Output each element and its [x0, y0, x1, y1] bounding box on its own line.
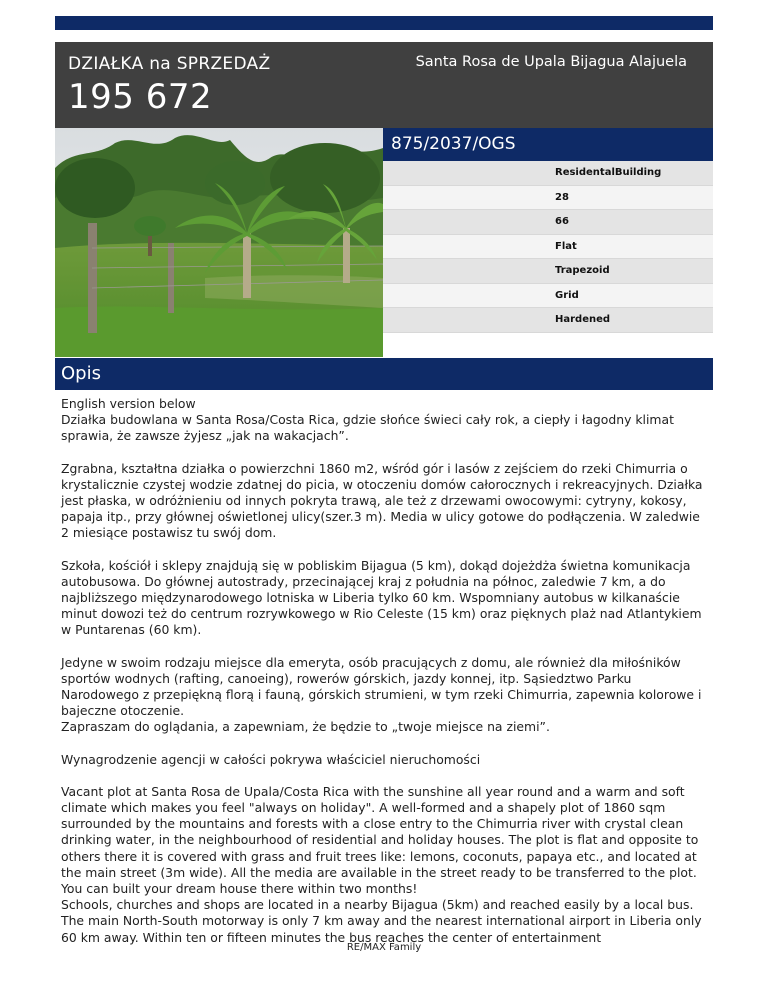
- description-paragraph: English version below Działka budowlana w Santa Rosa/Costa Rica, gdzie słońce świeci cały rok, a ciepły i łagodny klimat sprawia, że zawsze żyjesz „jak na wakacjach”.: [61, 396, 674, 444]
- listing-code-bar: [383, 128, 713, 161]
- spec-row: [383, 161, 713, 186]
- footer-agency: RE/MAX Family: [346, 942, 422, 953]
- description-heading: Opis: [61, 363, 101, 384]
- description-paragraph: Szkoła, kościół i sklepy znajdują się w pobliskim Bijagua (5 km), dokąd dojeżdża świetna komunikacja autobusowa. Do głównej autostrady, przecinającej kraj z południa na północ, zaledwie 7 km, a do najbliższego międzynarodowego lotniska w Liberia tylko 60 km. Wspomniany autobus w kilkanaście minut dowozi też do centrum rozrywkowego w Rio Celeste (15 km) oraz pięknych plaż nad Atlantykiem w Puntarenas (60 km).: [61, 557, 702, 638]
- spec-value: ResidentalBuilding: [555, 167, 662, 178]
- spec-value: 66: [555, 216, 569, 227]
- spec-row: [383, 235, 713, 260]
- top-accent-bar: [55, 16, 713, 30]
- description-paragraph: Zgrabna, kształtna działka o powierzchni 1860 m2, wśród gór i lasów z zejściem do rzeki Chimurria o krystalicznie czystej wodzie zdatnej do picia, w otoczeniu domów całorocznych i rekreacyjnych. Działka jest płaska, w odróżnieniu od innych pokryta trawą, ale też z drzewami owocowymi: cytryny, kokosy, papaja itp., przy głównej oświetlonej ulicy(szer.3 m). Media w ulicy gotowe do podłączenia. W zaledwie 2 miesiące postawisz tu swój dom.: [61, 460, 703, 541]
- spec-row: [383, 284, 713, 309]
- description-heading-bar: [55, 358, 713, 390]
- spec-row: [383, 186, 713, 211]
- property-photo: [55, 128, 383, 357]
- description-paragraph: Vacant plot at Santa Rosa de Upala/Costa Rica with the sunshine all year round and a warm and soft climate which makes you feel "always on holiday". A well-formed and a shapely plot of 1860 sqm surrounded by the mountains and forests with a close entry to the Chimurria river with crystal clean drinking water, in the neighbourhood of residential and holiday houses. The plot is flat and opposite to others there it is covered with grass and fruit trees like: lemons, coconuts, papaya etc., and located at the main street (3m wide). All the media are available in the street ready to be transferred to the plot. You can built your dream house there within two months! Schools, churches and shops are located in a nearby Bijagua (5km) and reached easily by a local bus. The main North-South motorway is only 7 km away and the nearest international airport in Liberia only 60 km away. Within ten or fifteen minutes the bus reaches the center of entertainment: [61, 783, 702, 945]
- listing-location: Santa Rosa de Upala Bijagua Alajuela: [415, 54, 687, 70]
- listing-code: 875/2037/OGS: [391, 134, 516, 154]
- spec-row: [383, 308, 713, 333]
- description-paragraph: Jedyne w swoim rodzaju miejsce dla emeryta, osób pracujących z domu, ale również dla miłośników sportów wodnych (rafting, canoeing), rowerów górskich, jazdy konnej, itp. Sąsiedztwo Parku Narodowego z przepiękną florą i fauną, górskich strumieni, w tym rzeki Chimurria, zapewnia kolorowe i bajeczne otoczenie. Zapraszam do oglądania, a zapewniam, że będzie to „twoje miejsce na ziemi”.: [61, 654, 702, 735]
- spec-value: Grid: [555, 289, 579, 301]
- spec-row: [383, 259, 713, 284]
- description-paragraph: Wynagrodzenie agencji w całości pokrywa właściciel nieruchomości: [61, 751, 481, 767]
- listing-type-label: DZIAŁKA na SPRZEDAŻ: [68, 54, 271, 74]
- spec-table: [383, 161, 713, 333]
- spec-value: 28: [555, 191, 569, 203]
- description-body: [61, 396, 711, 962]
- spec-value: Flat: [555, 240, 577, 252]
- spec-value: Hardened: [555, 314, 611, 325]
- spec-row: [383, 210, 713, 235]
- spec-value: Trapezoid: [555, 265, 610, 276]
- listing-price: 195 672: [68, 77, 213, 117]
- listing-header: [55, 42, 713, 128]
